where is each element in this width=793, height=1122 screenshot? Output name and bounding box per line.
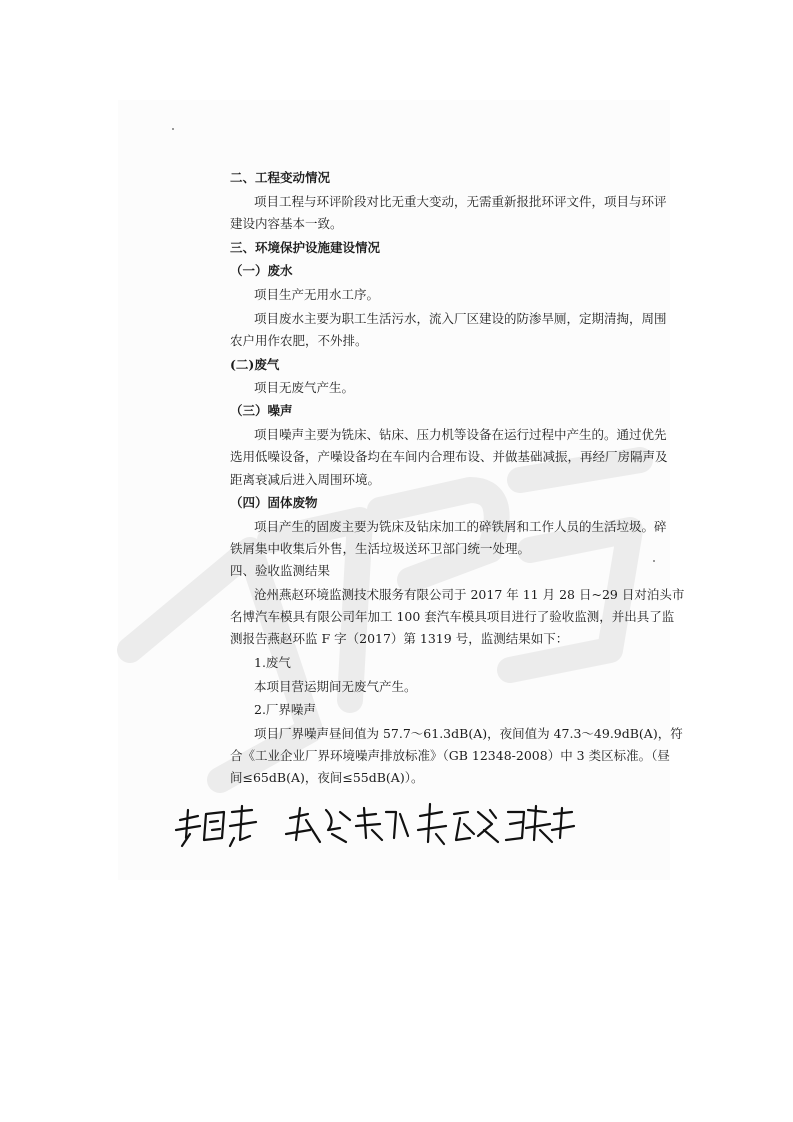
subsection-heading: （四）固体废物 — [230, 495, 318, 510]
paragraph-line: 距离衰减后进入周围环境。 — [230, 472, 381, 487]
paragraph-line: 项目生产无用水工序。 — [254, 287, 380, 302]
paragraph-line: 项目噪声主要为铣床、钻床、压力机等设备在运行过程中产生的。通过优先 — [254, 427, 667, 442]
section-heading: 二、工程变动情况 — [230, 170, 331, 185]
paragraph-line: 间≤65dB(A)，夜间≤55dB(A)）。 — [230, 770, 424, 785]
paragraph-line: 项目废水主要为职工生活污水，流入厂区建设的防渗旱厕，定期清掏，周围 — [254, 311, 667, 326]
subsection-heading: 1.废气 — [254, 655, 291, 670]
paragraph-line: 项目工程与环评阶段对比无重大变动，无需重新报批环评文件，项目与环评 — [254, 194, 667, 209]
paragraph-line: 项目无废气产生。 — [254, 380, 355, 395]
paragraph-line: 名博汽车模具有限公司年加工 100 套汽车模具项目进行了验收监测，并出具了监 — [230, 609, 675, 624]
section-heading: 三、环境保护设施建设情况 — [230, 240, 381, 255]
subsection-heading: 2.厂界噪声 — [254, 702, 316, 717]
handwritten-signatures — [160, 790, 580, 860]
scan-speck — [653, 560, 655, 562]
paragraph-line: 选用低噪设备，产噪设备均在车间内合理布设、并做基础减振，再经厂房隔声及 — [230, 449, 668, 464]
section-heading: 四、验收监测结果 — [230, 563, 331, 578]
subsection-heading: （一）废水 — [230, 263, 293, 278]
paragraph-line: 建设内容基本一致。 — [230, 216, 343, 231]
paragraph-line: 项目产生的固废主要为铣床及钻床加工的碎铁屑和工作人员的生活垃圾。碎 — [254, 519, 667, 534]
paragraph-line: 测报告燕赵环监 F 字（2017）第 1319 号，监测结果如下： — [230, 631, 569, 646]
subsection-heading: (二)废气 — [230, 357, 280, 372]
scan-speck — [172, 128, 174, 130]
paragraph-line: 农户用作农肥，不外排。 — [230, 333, 368, 348]
paragraph-line: 项目厂界噪声昼间值为 57.7～61.3dB(A)，夜间值为 47.3～49.9dB(A)，符 — [254, 726, 683, 741]
paragraph-line: 铁屑集中收集后外售，生活垃圾送环卫部门统一处理。 — [230, 541, 531, 556]
paragraph-line: 沧州燕赵环境监测技术服务有限公司于 2017 年 11 月 28 日~29 日对泊头市 — [254, 587, 685, 602]
paragraph-line: 合《工业企业厂界环境噪声排放标准》（GB 12348-2008）中 3 类区标准。（昼 — [230, 748, 670, 763]
paragraph-line: 本项目营运期间无废气产生。 — [254, 679, 417, 694]
subsection-heading: （三）噪声 — [230, 403, 293, 418]
